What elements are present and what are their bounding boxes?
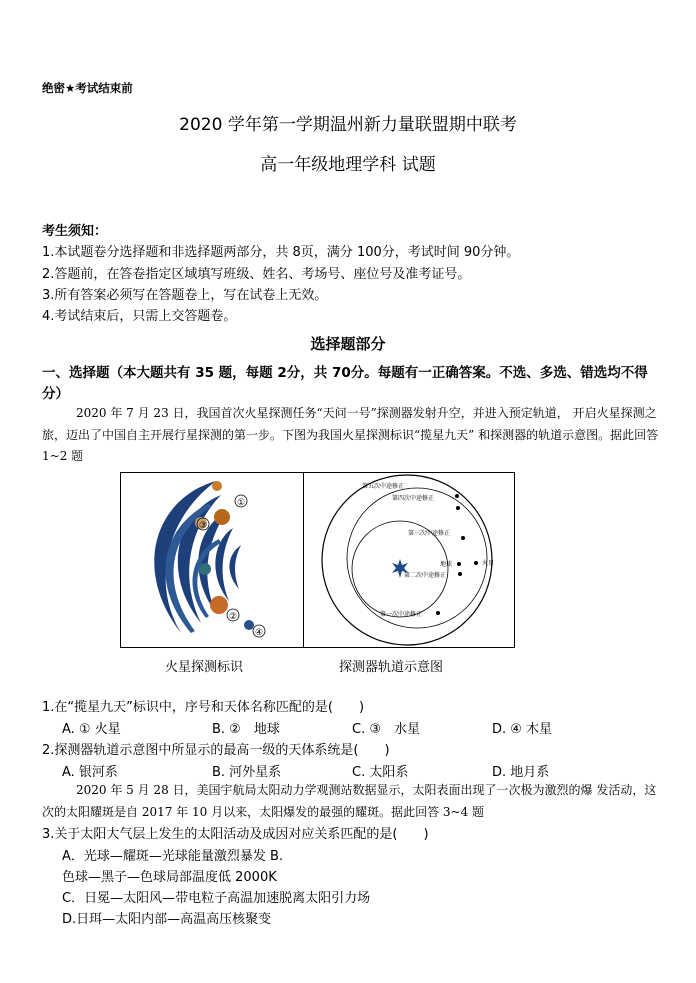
orbit-point [458, 572, 462, 576]
orbit-label: 第四次中途修正 [392, 495, 435, 502]
option-c: C. 太阳系 [352, 765, 409, 780]
logo-planet [244, 620, 254, 630]
logo-planet [210, 596, 228, 614]
orbit-point [474, 561, 478, 565]
mars-exploration-logo [121, 473, 303, 647]
passage-one: 2020 年 7 月 23 日，我国首次火星探测任务“天问一号”探测器发射升空，并进入预定轨道， 开启火星探测之旅，迈出了中国自主开展行星探测的第一步。下图为我国火星探测标识“揽星九天” 和探测器的轨道示意图。据此回答 1~2 题 [42, 406, 659, 463]
option-d: D. 地月系 [492, 765, 550, 780]
orbit-point [457, 562, 461, 566]
transfer-orbit [347, 488, 487, 628]
logo-mark: ① [236, 498, 246, 508]
right-figure-caption: 探测器轨道示意图 [339, 660, 444, 675]
logo-planet [212, 481, 222, 491]
notice-heading: 考生须知： [42, 224, 108, 239]
orbit-diagram [304, 473, 514, 647]
logo-mark: ④ [254, 628, 264, 638]
logo-mark: ③ [198, 521, 208, 531]
orbit-point [436, 611, 440, 615]
notice-item: 1.本试题卷分选择题和非选择题两部分，共 8页，满分 100分，考试时间 90分钟。 [42, 245, 520, 260]
question-stem: 1.在“揽星九天”标识中，序号和天体名称匹配的是( ) [42, 700, 365, 715]
question-stem: 2.探测器轨道示意图中所显示的最高一级的天体系统是( ) [42, 743, 390, 758]
notice-item: 2.答题前，在答卷指定区域填写班级、姓名、考场号、座位号及准考证号。 [42, 267, 471, 282]
option-a: A．光球—耀斑—光球能量激烈暴发 B. [62, 849, 284, 864]
part-one-heading: 一、选择题（本大题共有 35 题，每题 2分，共 70分。每题有一正确答案。不选、多选、错选均不得分） [42, 365, 648, 402]
option-b: B. 河外星系 [212, 765, 282, 780]
orbit-point [456, 506, 460, 510]
orbit-label: 第一次中途修正 [380, 611, 423, 618]
logo-planet [214, 509, 230, 525]
notice-item: 3.所有答案必须写在答题卷上，写在试卷上无效。 [42, 288, 328, 303]
orbit-label: 第二次中途修正 [404, 572, 447, 579]
option-b: B. ② 地球 [212, 722, 280, 737]
exam-subtitle: 高一年级地理学科 试题 [260, 155, 436, 175]
question-stem: 3.关于太阳大气层上发生的太阳活动及成因对应关系匹配的是( ) [42, 827, 429, 842]
option-b-continued: 色球—黑子—色球局部温度低 2000K [62, 870, 277, 885]
option-a: A. ① 火星 [62, 722, 121, 737]
orbit-point [455, 494, 459, 498]
logo-planet [199, 563, 211, 575]
notice-item: 4.考试结束后，只需上交答题卷。 [42, 309, 237, 324]
orbit-label: 地球 [440, 561, 453, 568]
option-d: D.日珥—太阳内部—高温高压核聚变 [62, 912, 272, 927]
section-title: 选择题部分 [310, 335, 386, 353]
logo-mark: ② [228, 612, 238, 622]
orbit-label: 第五次中途修正 [362, 483, 405, 490]
option-d: D. ④ 木星 [492, 722, 553, 737]
passage-two: 2020 年 5 月 28 日，美国宇航局太阳动力学观测站数据显示，太阳表面出现了一次极为激烈的爆 发活动，这次的太阳耀斑是自 2017 年 10 月以来，太阳爆发的最强的耀斑。据此回答 3~4 题 [42, 783, 657, 819]
logo-arc [229, 545, 241, 589]
confidential-mark: 绝密★考试结束前 [42, 81, 133, 95]
option-c: C. ③ 水星 [352, 722, 420, 737]
left-figure-caption: 火星探测标识 [165, 660, 244, 675]
exam-title: 2020 学年第一学期温州新力量联盟期中联考 [179, 115, 517, 135]
orbit-label: 第三次中途修正 [408, 530, 451, 537]
option-c: C．日冕—太阳风—带电粒子高温加速脱离太阳引力场 [62, 891, 371, 906]
orbit-label: 火星 [482, 560, 495, 567]
option-a: A. 银河系 [62, 765, 118, 780]
orbit-point [461, 536, 465, 540]
